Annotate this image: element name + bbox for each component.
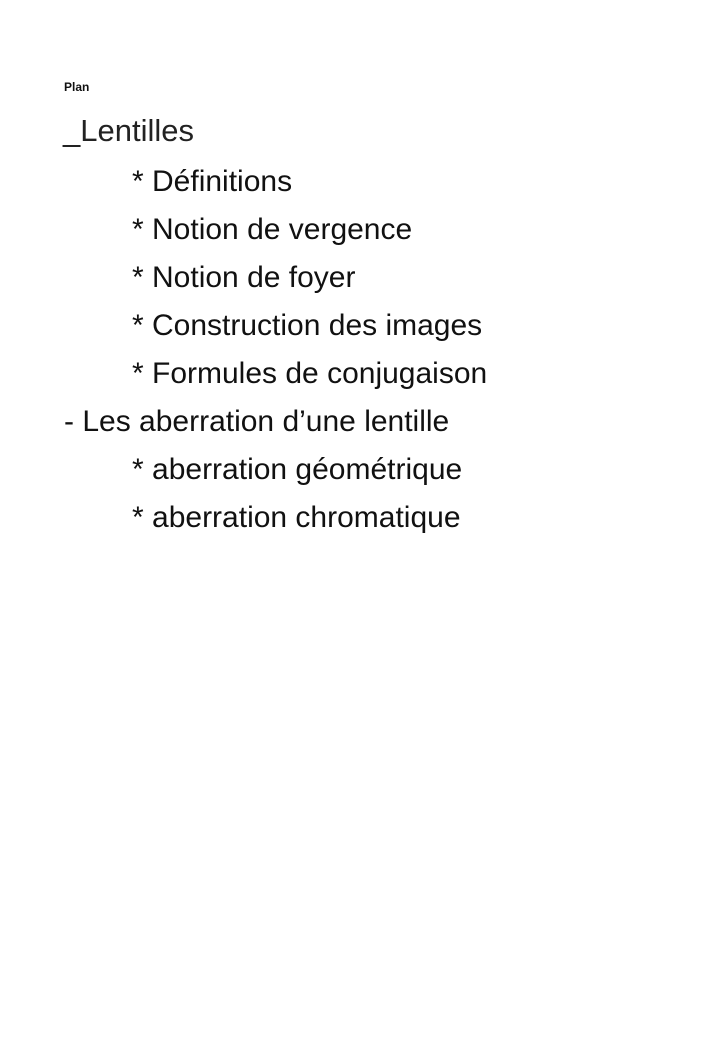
outline-item: - Les aberration d’une lentille: [64, 405, 450, 438]
outline-item: * Définitions: [132, 165, 293, 198]
outline-item: * Formules de conjugaison: [132, 357, 488, 390]
outline-item: * Construction des images: [132, 309, 483, 342]
outline-item: * aberration géométrique: [132, 453, 463, 486]
outline-item: * Notion de vergence: [132, 213, 413, 246]
outline-item: * aberration chromatique: [132, 501, 461, 534]
outline-list: [64, 158, 487, 542]
outline-item: * Notion de foyer: [132, 261, 356, 294]
section-heading: _Lentilles: [63, 113, 194, 148]
plan-label: Plan: [64, 80, 90, 94]
